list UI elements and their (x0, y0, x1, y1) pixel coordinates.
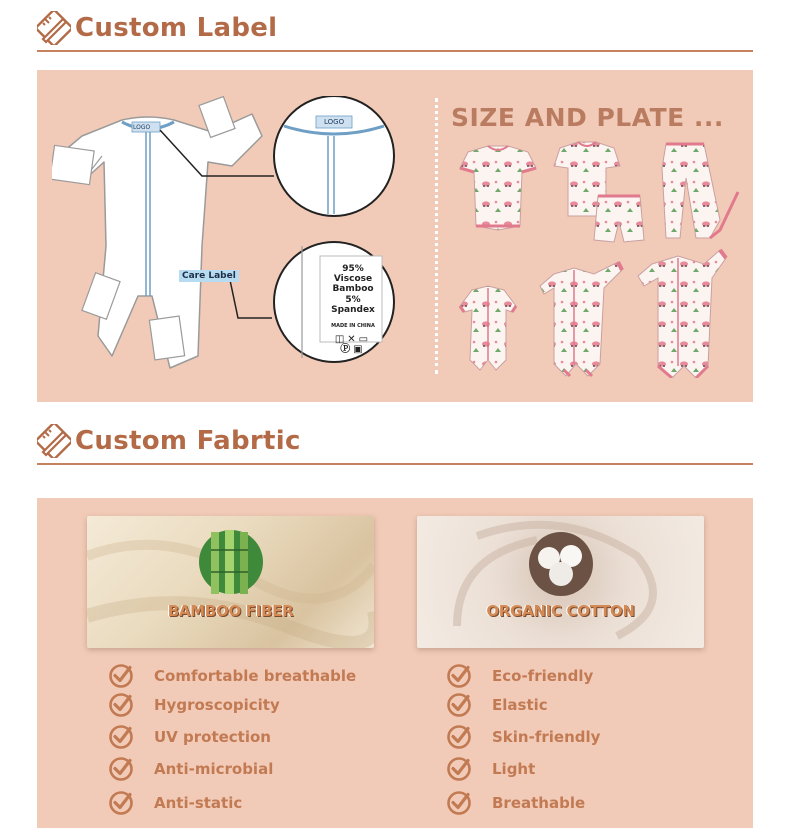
feature-item (108, 756, 273, 782)
check-circle-icon (108, 692, 134, 718)
short-romper-image (460, 146, 536, 230)
feature-label: Hygroscopicity (154, 696, 280, 714)
check-circle-icon (446, 724, 472, 750)
size-and-plate-title: SIZE AND PLATE ... (451, 103, 724, 132)
custom-fabric-header (37, 423, 753, 459)
garment-samples (458, 138, 748, 378)
feature-label: Skin-friendly (492, 728, 601, 746)
zip-romper-medium-image (540, 262, 622, 376)
feature-item (446, 790, 585, 816)
care-line-2: Bamboo (332, 284, 374, 294)
check-circle-icon (108, 756, 134, 782)
feature-label: UV protection (154, 728, 271, 746)
feature-label: Light (492, 760, 536, 778)
feature-label: Comfortable breathable (154, 667, 357, 685)
zip-romper-small-image (460, 286, 516, 370)
logo-tag: LOGO (133, 124, 151, 131)
organic-cotton-label: ORGANIC COTTON (486, 602, 635, 620)
section-title-custom-fabric: Custom Fabrtic (75, 426, 301, 456)
feature-item (446, 692, 548, 718)
section-title-custom-label: Custom Label (75, 13, 278, 43)
zip-romper-large-image (638, 250, 726, 378)
pencil-ruler-icon (37, 424, 71, 458)
pants-image (662, 144, 738, 238)
feature-item (108, 724, 271, 750)
feature-item (446, 756, 535, 782)
bamboo-fiber-card (87, 516, 374, 648)
check-circle-icon (446, 790, 472, 816)
feature-label: Breathable (492, 794, 586, 812)
feature-item (446, 724, 600, 750)
organic-cotton-card (417, 516, 704, 648)
feature-item (108, 790, 242, 816)
logo-tag-zoom: LOGO (324, 118, 345, 126)
feature-item (108, 663, 356, 689)
wash-icons: ◫✕▭ (334, 334, 372, 345)
check-circle-icon (108, 663, 134, 689)
bamboo-fiber-label: BAMBOO FIBER (167, 602, 294, 620)
feature-label: Anti-static (154, 794, 243, 812)
feature-label: Elastic (492, 696, 548, 714)
feature-label: Eco-friendly (492, 667, 594, 685)
care-tag-text (322, 264, 384, 355)
feature-item (446, 663, 593, 689)
feature-item (108, 692, 280, 718)
check-circle-icon (108, 790, 134, 816)
dry-icons: Ⓟ▣ (340, 344, 366, 355)
care-label-tag: Care Label (179, 270, 239, 282)
section-divider (37, 463, 753, 465)
care-line-1: 95% Viscose (333, 264, 373, 284)
panel-divider (435, 98, 438, 374)
cotton-fabric-texture (417, 516, 704, 648)
pencil-ruler-icon (37, 11, 71, 45)
care-line-3: 5% Spandex (331, 295, 375, 315)
check-circle-icon (446, 663, 472, 689)
check-circle-icon (446, 756, 472, 782)
check-circle-icon (108, 724, 134, 750)
care-line-4: MADE IN CHINA (331, 323, 375, 329)
feature-label: Anti-microbial (154, 760, 274, 778)
section-divider (37, 50, 753, 52)
check-circle-icon (446, 692, 472, 718)
custom-label-header (37, 10, 753, 46)
bamboo-fabric-texture (87, 516, 374, 648)
tee-shorts-set-image (554, 142, 644, 242)
